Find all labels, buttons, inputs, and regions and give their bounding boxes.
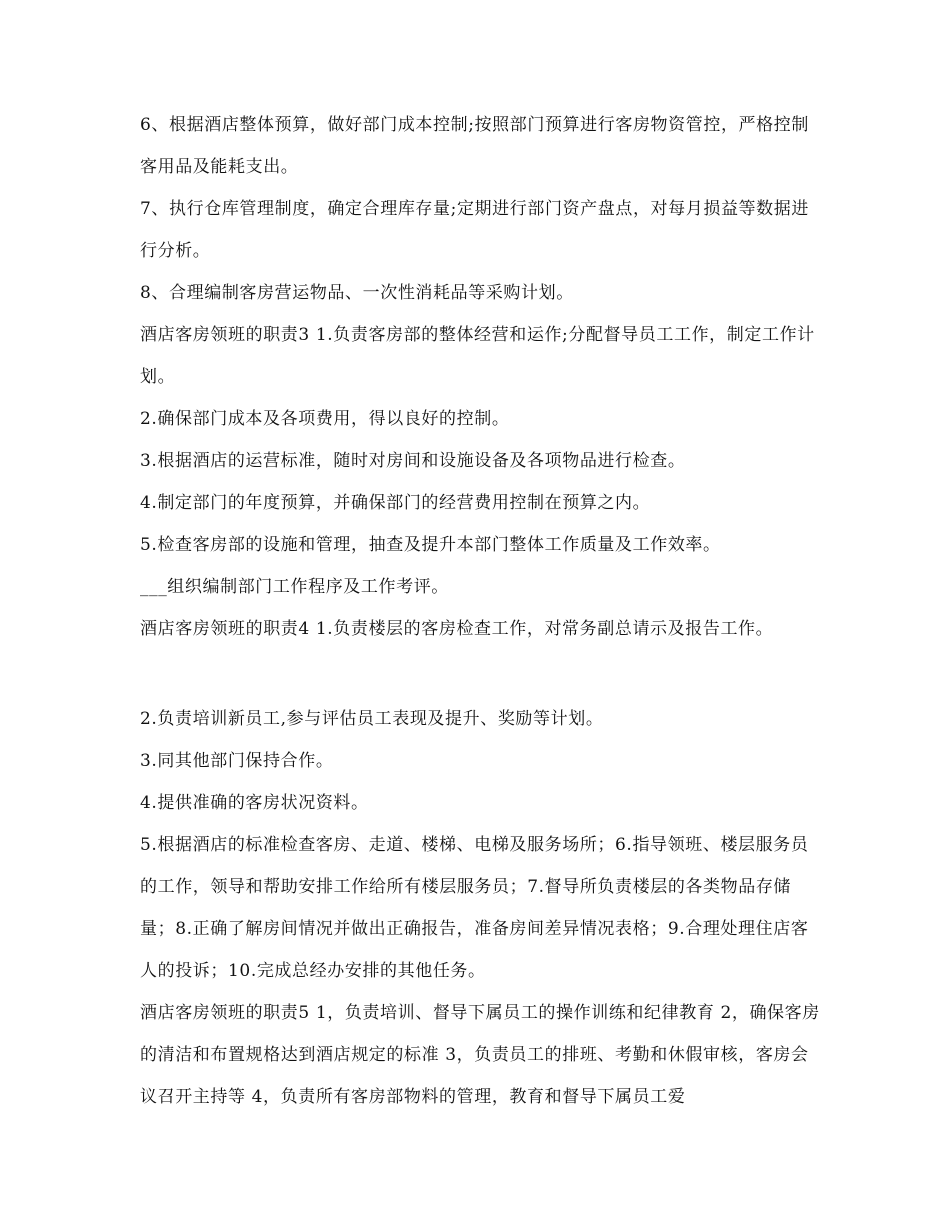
paragraph-duties-3-item-3: 3.根据酒店的运营标准，随时对房间和设施设备及各项物品进行检查。 — [140, 451, 686, 471]
paragraph-duties-3-item-6: ___组织编制部门工作程序及工作考评。 — [140, 577, 449, 597]
paragraph-duties-4: 酒店客房领班的职责4 1.负责楼层的客房检查工作，对常务副总请示及报告工作。 — [140, 619, 774, 639]
paragraph-duties-3: 酒店客房领班的职责3 1.负责客房部的整体经营和运作;分配督导员工工作，制定工作计划。 — [140, 325, 815, 387]
paragraph-duties-3-item-2: 2.确保部门成本及各项费用，得以良好的控制。 — [140, 409, 510, 429]
paragraph-duties-4-item-4: 4.提供准确的客房状况资料。 — [140, 793, 369, 813]
paragraph-item-7: 7、执行仓库管理制度，确定合理库存量;定期进行部门资产盘点，对每月损益等数据进行分析。 — [140, 199, 809, 261]
paragraph-duties-5: 酒店客房领班的职责5 1，负责培训、督导下属员工的操作训练和纪律教育 2，确保客房的清洁和布置规格达到酒店规定的标准 3，负责员工的排班、考勤和休假审核，客房会议召开主持等 4，负责所有客房部物料的管理，教育和督导下属员工爱 — [140, 1003, 820, 1107]
paragraph-duties-3-item-5: 5.检查客房部的设施和管理，抽查及提升本部门整体工作质量及工作效率。 — [140, 535, 721, 555]
paragraph-duties-3-item-4: 4.制定部门的年度预算，并确保部门的经营费用控制在预算之内。 — [140, 493, 651, 513]
paragraph-duties-4-item-3: 3.同其他部门保持合作。 — [140, 751, 334, 771]
paragraph-item-6: 6、根据酒店整体预算，做好部门成本控制;按照部门预算进行客房物资管控，严格控制客用品及能耗支出。 — [140, 115, 809, 177]
paragraph-duties-4-item-2: 2.负责培训新员工,参与评估员工表现及提升、奖励等计划。 — [140, 709, 604, 729]
paragraph-item-8: 8、合理编制客房营运物品、一次性消耗品等采购计划。 — [140, 283, 574, 303]
paragraph-duties-4-item-5: 5.根据酒店的标准检查客房、走道、楼梯、电梯及服务场所；6.指导领班、楼层服务员的工作，领导和帮助安排工作给所有楼层服务员；7.督导所负责楼层的各类物品存储量；8.正确了解房间情况并做出正确报告，准备房间差异情况表格；9.合理处理住店客人的投诉；10.完成总经办安排的其他任务。 — [140, 835, 809, 981]
